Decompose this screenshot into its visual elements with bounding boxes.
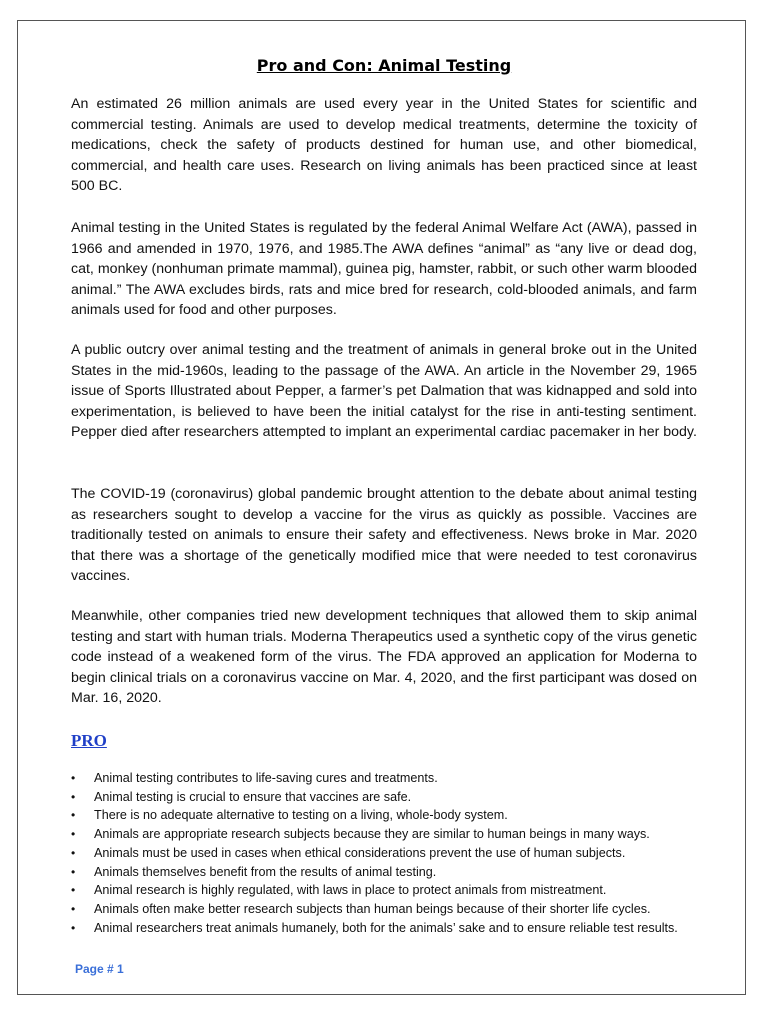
bullet-icon: •: [71, 808, 76, 823]
bullet-icon: •: [71, 883, 76, 898]
pro-heading: PRO: [71, 731, 107, 750]
bullet-icon: •: [71, 789, 76, 804]
list-item-text: Animal research is highly regulated, with laws in place to protect animals from mistreatment.: [94, 883, 607, 898]
list-item-text: Animals often make better research subjects than human beings because of their shorter life cycles.: [94, 901, 651, 916]
bullet-icon: •: [71, 827, 76, 842]
document-title: Pro and Con: Animal Testing: [256, 56, 512, 75]
list-item: [71, 806, 701, 825]
list-item-text: Animals are appropriate research subjects because they are similar to human beings in many ways.: [94, 827, 650, 842]
list-item-text: Animal testing is crucial to ensure that vaccines are safe.: [94, 789, 412, 804]
list-item: [71, 825, 701, 844]
list-item-text: There is no adequate alternative to testing on a living, whole-body system.: [94, 808, 508, 823]
list-item: [71, 881, 701, 900]
list-item: [71, 919, 701, 938]
paragraph-awa: Animal testing in the United States is regulated by the federal Animal Welfare Act (AWA), passed in 1966 and amended in 1970, 1976, and 1985.The AWA defines “animal” as “any live or dead dog, cat, monkey (nonhuman primate mammal), guinea pig, hamster, rabbit, or such other warm blooded animal.” The AWA excludes birds, rats and mice bred for research, cold-blooded animals, and farm animals used for food and other purposes.: [71, 220, 697, 319]
bullet-icon: •: [71, 771, 76, 785]
bullet-icon: •: [71, 845, 76, 860]
list-item: [71, 844, 701, 863]
paragraph-intro: An estimated 26 million animals are used every year in the United States for scientific and commercial testing. Animals are used to develop medical treatments, determine the toxicity of medications, check the safety of products destined for human use, and other biomedical, commercial, and health care uses. Research on living animals has been practiced since at least 500 BC.: [71, 96, 697, 195]
list-item-text: Animals must be used in cases when ethical considerations prevent the use of human subjects.: [94, 845, 626, 860]
bullet-icon: •: [71, 920, 76, 935]
list-item: [71, 863, 701, 882]
list-item-text: Animals themselves benefit from the results of animal testing.: [94, 864, 437, 879]
list-item-text: Animal researchers treat animals humanely, both for the animals’ sake and to ensure reliable test results.: [94, 920, 678, 935]
list-item: [71, 788, 701, 807]
list-item: [71, 900, 701, 919]
paragraph-covid: The COVID-19 (coronavirus) global pandemic brought attention to the debate about animal testing as researchers sought to develop a vaccine for the virus as quickly as possible. Vaccines are traditionally tested on animals to ensure their safety and effectiveness. News broke in Mar. 2020 that there was a shortage of the genetically modified mice that were needed to test coronavirus vaccines.: [71, 486, 697, 585]
page-number: Page # 1: [75, 962, 124, 976]
list-item-text: Animal testing contributes to life-saving cures and treatments.: [94, 771, 438, 785]
paragraph-outcry: A public outcry over animal testing and the treatment of animals in general broke out in the United States in the mid-1960s, leading to the passage of the AWA. An article in the November 29, 1965 issue of Sports Illustrated about Pepper, a farmer’s pet Dalmation that was kidnapped and sold into experimentation, is believed to have been the initial catalyst for the rise in anti-testing sentiment. Pepper died after researchers attempted to implant an experimental cardiac pacemaker in her body.: [71, 342, 697, 441]
list-item: [71, 769, 701, 788]
bullet-icon: •: [71, 864, 76, 879]
bullet-icon: •: [71, 901, 76, 916]
paragraph-moderna: Meanwhile, other companies tried new development techniques that allowed them to skip animal testing and start with human trials. Moderna Therapeutics used a synthetic copy of the virus genetic code instead of a weakened form of the virus. The FDA approved an application for Moderna to begin clinical trials on a coronavirus vaccine on Mar. 4, 2020, and the first participant was dosed on Mar. 16, 2020.: [71, 608, 697, 707]
pro-list: [71, 769, 701, 937]
